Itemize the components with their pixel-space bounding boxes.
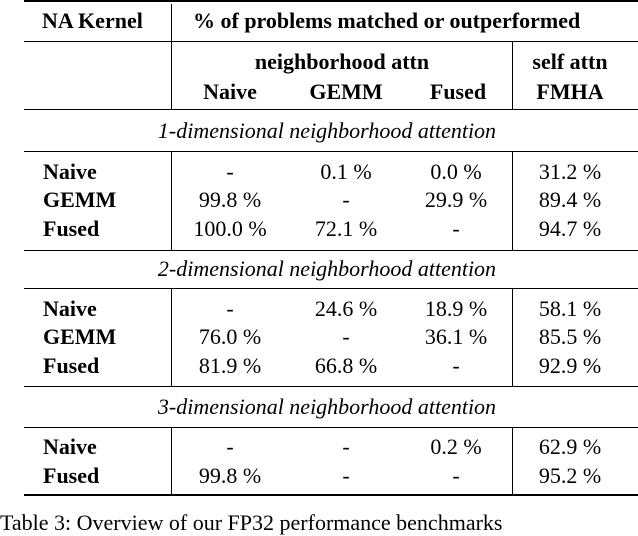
table-cell: 95.2 %	[538, 463, 602, 488]
row-label: GEMM	[43, 324, 117, 349]
table-cell: 72.1 %	[314, 216, 378, 241]
self-attn-divider	[512, 152, 513, 250]
group-self-label: self attn	[532, 49, 608, 74]
table-cell: -	[342, 434, 350, 459]
table-cell: -	[342, 463, 350, 488]
label-column-divider	[171, 42, 172, 109]
row-label: Fused	[43, 216, 100, 241]
section-3-top-rule	[24, 386, 638, 387]
row-label: Naive	[43, 296, 97, 321]
section-title: 1-dimensional neighborhood attention	[157, 118, 497, 143]
label-column-divider	[171, 4, 172, 41]
section-2-title-rule	[24, 288, 638, 289]
table-cell: -	[452, 463, 460, 488]
table-cell: 76.0 %	[198, 324, 262, 349]
table-cell: 99.8 %	[198, 463, 262, 488]
table-cell: 100.0 %	[193, 216, 267, 241]
self-attn-divider	[512, 289, 513, 386]
table-cell: -	[452, 353, 460, 378]
section-1-title-rule	[24, 151, 638, 152]
column-header: FMHA	[536, 79, 604, 104]
header-divider	[24, 41, 638, 42]
header-bottom-rule	[24, 109, 638, 110]
self-attn-divider	[512, 428, 513, 494]
table-cell: 24.6 %	[314, 296, 378, 321]
group-neighborhood-label: neighborhood attn	[254, 49, 430, 74]
table-cell: 81.9 %	[198, 353, 262, 378]
table-cell: -	[342, 324, 350, 349]
table-cell: 94.7 %	[538, 216, 602, 241]
table-cell: 18.9 %	[424, 296, 488, 321]
label-column-divider	[171, 289, 172, 386]
column-header: Fused	[429, 79, 487, 104]
section-title: 2-dimensional neighborhood attention	[157, 256, 497, 281]
label-column-divider	[171, 428, 172, 494]
table-cell: -	[226, 296, 234, 321]
table-cell: 99.8 %	[198, 187, 262, 212]
table-cell: -	[226, 434, 234, 459]
bottom-rule	[24, 494, 638, 496]
table-cell: 29.9 %	[424, 187, 488, 212]
table-cell: 0.0 %	[430, 159, 482, 184]
label-column-divider	[171, 152, 172, 250]
table-caption: Table 3: Overview of our FP32 performance benchmarks	[0, 510, 503, 535]
table-cell: -	[342, 187, 350, 212]
self-attn-divider	[512, 42, 513, 109]
table-cell: 62.9 %	[538, 434, 602, 459]
header-span-label: % of problems matched or outperformed	[193, 8, 581, 33]
table-cell: 0.2 %	[430, 434, 482, 459]
section-2-top-rule	[24, 250, 638, 251]
table-cell: 58.1 %	[538, 296, 602, 321]
table-cell: 31.2 %	[538, 159, 602, 184]
table-cell: 85.5 %	[538, 324, 602, 349]
row-label: GEMM	[43, 187, 117, 212]
table-cell: -	[226, 159, 234, 184]
section-3-title-rule	[24, 427, 638, 428]
table-cell: 66.8 %	[314, 353, 378, 378]
header-kernel-label: NA Kernel	[42, 8, 143, 33]
table-cell: -	[452, 216, 460, 241]
column-header: Naive	[203, 79, 257, 104]
row-label: Naive	[43, 434, 97, 459]
row-label: Naive	[43, 159, 97, 184]
row-label: Fused	[43, 353, 100, 378]
table-cell: 0.1 %	[320, 159, 372, 184]
column-header: GEMM	[309, 79, 383, 104]
section-title: 3-dimensional neighborhood attention	[157, 394, 497, 419]
table-cell: 36.1 %	[424, 324, 488, 349]
table-cell: 92.9 %	[538, 353, 602, 378]
table-cell: 89.4 %	[538, 187, 602, 212]
row-label: Fused	[43, 463, 100, 488]
top-rule	[24, 0, 638, 2]
